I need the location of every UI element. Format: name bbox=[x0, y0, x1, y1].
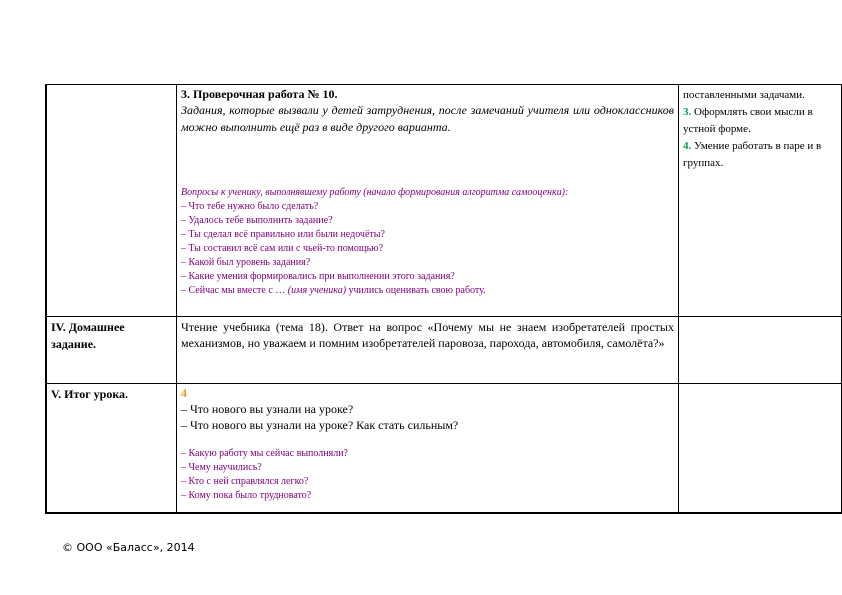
table-cell-empty bbox=[46, 85, 177, 317]
list-item: – Кому пока было трудновато? bbox=[181, 490, 312, 501]
homework-title: IV. Домашнее задание. bbox=[51, 320, 125, 351]
table-cell-empty bbox=[679, 384, 842, 514]
list-item: – Ты сделал всё правильно или были недочёты? bbox=[181, 229, 385, 240]
table-cell-homework-label bbox=[46, 317, 177, 384]
lesson-table bbox=[45, 84, 842, 514]
skill-number: 4. bbox=[683, 140, 692, 152]
summary-number: 4 bbox=[181, 386, 187, 400]
skill-text: Оформлять свои мысли в устной форме. bbox=[683, 106, 813, 135]
list-item: – Что нового вы узнали на уроке? Как стать сильным? bbox=[181, 418, 459, 432]
student-name-placeholder: (имя ученика) bbox=[287, 285, 347, 296]
summary-purple-questions bbox=[181, 447, 674, 503]
list-item: – Кто с ней справлялся легко? bbox=[181, 476, 309, 487]
table-cell-summary-label bbox=[46, 384, 177, 514]
list-item-text: учились оценивать свою работу. bbox=[346, 285, 486, 296]
table-row bbox=[46, 85, 842, 317]
skills-line: поставленными задачами. bbox=[683, 89, 805, 101]
questions-list bbox=[181, 200, 674, 298]
list-item: – Что нового вы узнали на уроке? bbox=[181, 402, 354, 416]
list-item: – Чему научились? bbox=[181, 462, 262, 473]
list-item-text: – Сейчас мы вместе с … bbox=[181, 285, 288, 296]
copyright-footer: © ООО «Баласс», 2014 bbox=[62, 541, 195, 554]
table-cell-test-work bbox=[177, 85, 679, 317]
questions-title: Вопросы к ученику, выполнявшему работу (начало формирования алгоритма самооценки): bbox=[181, 187, 569, 198]
list-item: – Какой был уровень задания? bbox=[181, 257, 311, 268]
summary-title: V. Итог урока. bbox=[51, 387, 129, 401]
table-cell-summary bbox=[177, 384, 679, 514]
table-cell-homework bbox=[177, 317, 679, 384]
homework-text: Чтение учебника (тема 18). Ответ на вопрос «Почему мы не знаем изобретателей простых механизмов, но уважаем и помним изобретателей паровоза, парохода, автомобиля, самолёта?» bbox=[181, 320, 674, 350]
list-item: – Что тебе нужно было сделать? bbox=[181, 201, 319, 212]
skills-text bbox=[683, 87, 837, 172]
table-cell-skills bbox=[679, 85, 842, 317]
skill-number: 3. bbox=[683, 106, 692, 118]
test-work-intro: Задания, которые вызвали у детей затруднения, после замечаний учителя или одноклассников можно выполнить ещё раз в виде другого варианта. bbox=[181, 103, 674, 134]
list-item: – Удалось тебе выполнить задание? bbox=[181, 215, 333, 226]
skill-item-4 bbox=[683, 138, 837, 172]
list-item bbox=[181, 284, 674, 298]
skill-item-3 bbox=[683, 104, 837, 138]
list-item: – Ты составил всё сам или с чьей-то помощью? bbox=[181, 243, 384, 254]
table-cell-empty bbox=[679, 317, 842, 384]
summary-questions bbox=[181, 401, 674, 433]
table-row bbox=[46, 317, 842, 384]
table-row bbox=[46, 384, 842, 514]
list-item: – Какую работу мы сейчас выполняли? bbox=[181, 448, 348, 459]
list-item: – Какие умения формировались при выполнении этого задания? bbox=[181, 271, 455, 282]
skill-text: Умение работать в паре и в группах. bbox=[683, 140, 822, 169]
test-work-title: 3. Проверочная работа № 10. bbox=[181, 87, 338, 101]
